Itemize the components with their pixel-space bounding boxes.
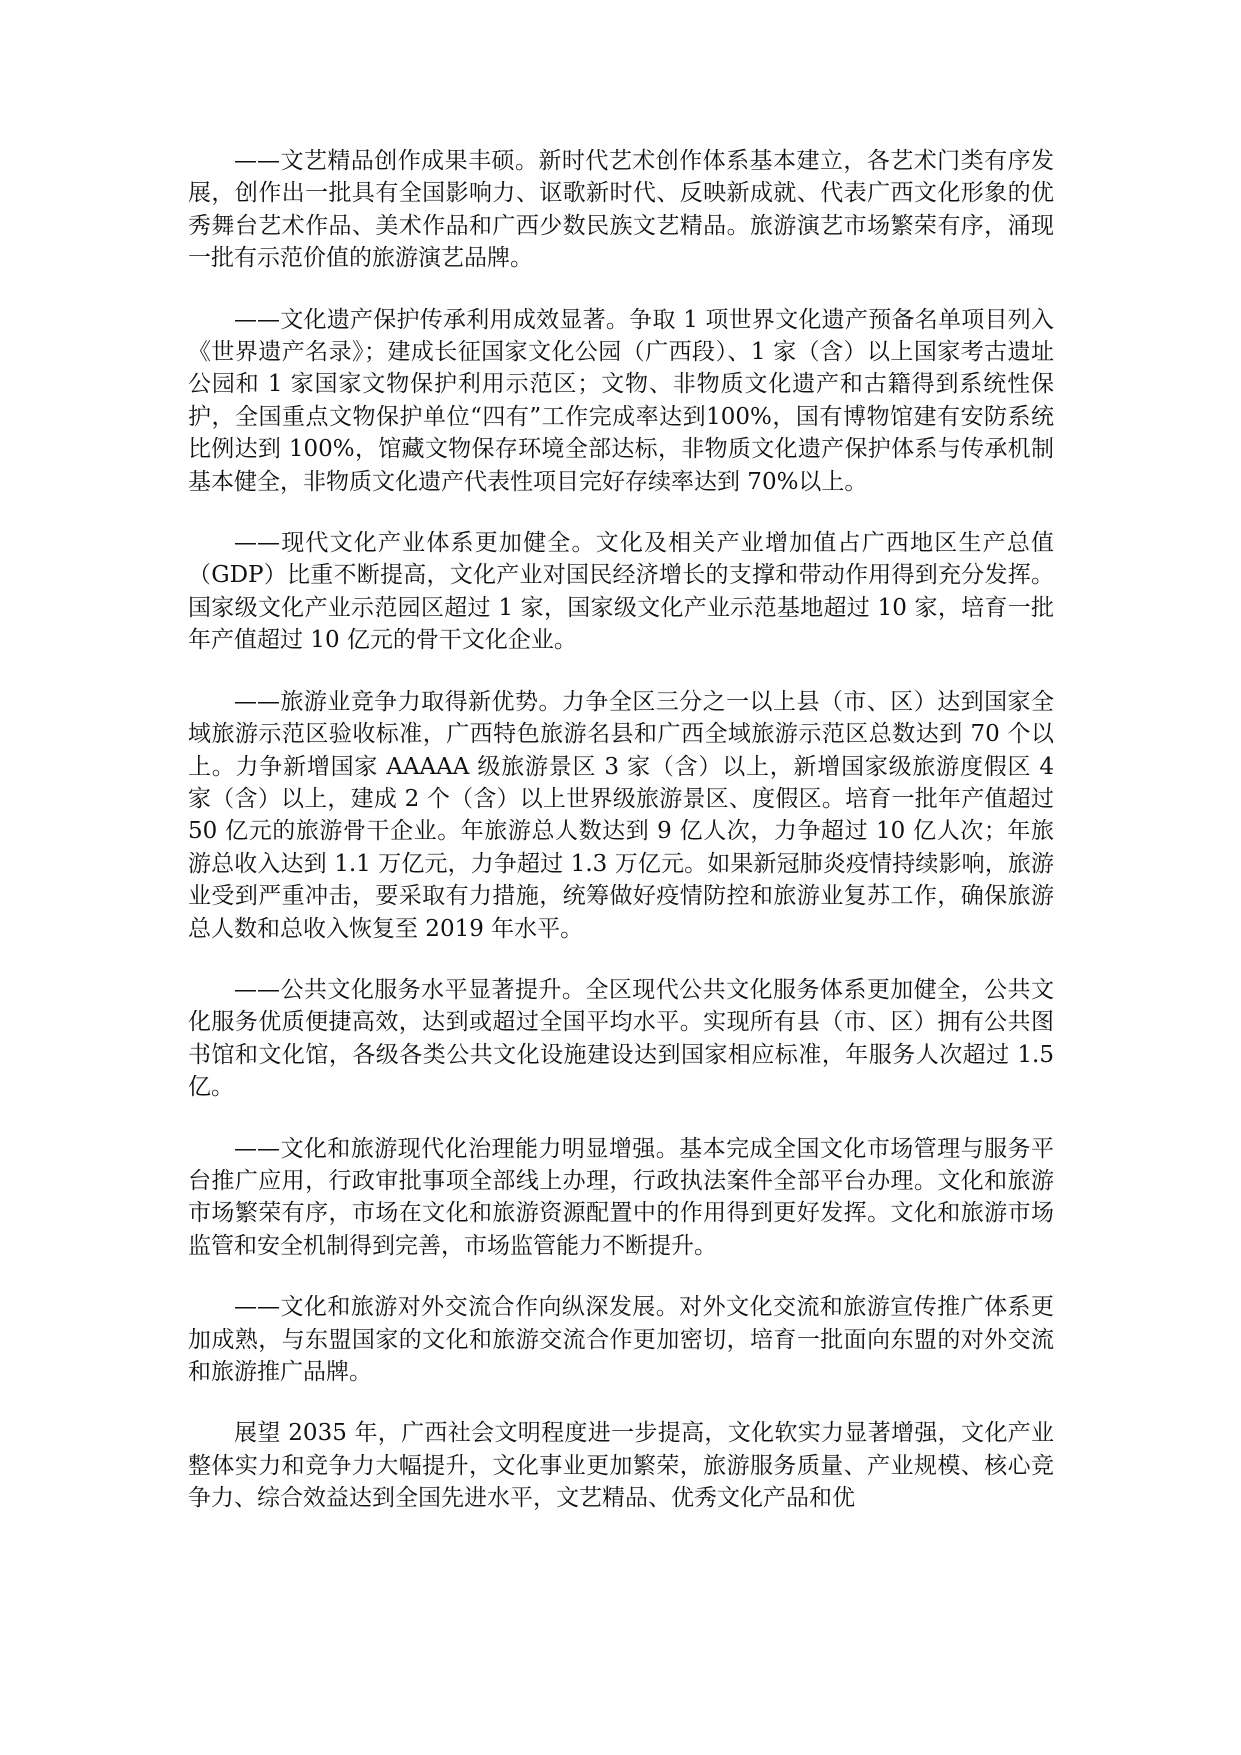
paragraph-cultural-heritage: ——文化遗产保护传承利用成效显著。争取 1 项世界文化遗产预备名单项目列入《世界遗产名录》；建成长征国家文化公园（广西段）、1 家（含）以上国家考古遗址公园和 1 家国家文物保护利用示范区；文物、非物质文化遗产和古籍得到系统性保护，全国重点文物保护单位“四有”工作完成率达到100%，国有博物馆建有安防系统比例达到 100%，馆藏文物保存环境全部达标，非物质文化遗产保护体系与传承机制基本健全，非物质文化遗产代表性项目完好存续率达到 70%以上。 [188, 306, 1054, 495]
paragraph-international-exchange: ——文化和旅游对外交流合作向纵深发展。对外文化交流和旅游宣传推广体系更加成熟，与东盟国家的文化和旅游交流合作更加密切，培育一批面向东盟的对外交流和旅游推广品牌。 [188, 1294, 1054, 1385]
paragraph-governance: ——文化和旅游现代化治理能力明显增强。基本完成全国文化市场管理与服务平台推广应用，行政审批事项全部线上办理，行政执法案件全部平台办理。文化和旅游市场繁荣有序，市场在文化和旅游资源配置中的作用得到更好发挥。文化和旅游市场监管和安全机制得到完善，市场监管能力不断提升。 [188, 1135, 1054, 1259]
paragraph-public-culture-service: ——公共文化服务水平显著提升。全区现代公共文化服务体系更加健全，公共文化服务优质便捷高效，达到或超过全国平均水平。实现所有县（市、区）拥有公共图书馆和文化馆，各级各类公共文化设施建设达到国家相应标准，年服务人次超过 1.5 亿。 [188, 976, 1054, 1101]
paragraph-art-creation: ——文艺精品创作成果丰硕。新时代艺术创作体系基本建立，各艺术门类有序发展，创作出一批具有全国影响力、讴歌新时代、反映新成就、代表广西文化形象的优秀舞台艺术作品、美术作品和广西少数民族文艺精品。旅游演艺市场繁荣有序，涌现一批有示范价值的旅游演艺品牌。 [188, 148, 1054, 272]
paragraph-cultural-industry: ——现代文化产业体系更加健全。文化及相关产业增加值占广西地区生产总值（GDP）比重不断提高，文化产业对国民经济增长的支撑和带动作用得到充分发挥。国家级文化产业示范园区超过 1 家，国家级文化产业示范基地超过 10 家，培育一批年产值超过 10 亿元的骨干文化企业。 [188, 530, 1054, 654]
paragraph-outlook-2035: 展望 2035 年，广西社会文明程度进一步提高，文化软实力显著增强，文化产业整体实力和竞争力大幅提升，文化事业更加繁荣，旅游服务质量、产业规模、核心竞争力、综合效益达到全国先进水平，文艺精品、优秀文化产品和优 [188, 1420, 1054, 1512]
document-body [188, 145, 1054, 1544]
paragraph-tourism-competitiveness: ——旅游业竞争力取得新优势。力争全区三分之一以上县（市、区）达到国家全域旅游示范区验收标准，广西特色旅游名县和广西全域旅游示范区总数达到 70 个以上。力争新增国家 AAAAA 级旅游景区 3 家（含）以上，新增国家级旅游度假区 4 家（含）以上，建成 2 个（含）以上世界级旅游景区、度假区。培育一批年产值超过 50 亿元的旅游骨干企业。年旅游总人数达到 9 亿人次，力争超过 10 亿人次；年旅游总收入达到 1.1 万亿元，力争超过 1.3 万亿元。如果新冠肺炎疫情持续影响，旅游业受到严重冲击，要采取有力措施，统筹做好疫情防控和旅游业复苏工作，确保旅游总人数和总收入恢复至 2019 年水平。 [188, 688, 1054, 942]
